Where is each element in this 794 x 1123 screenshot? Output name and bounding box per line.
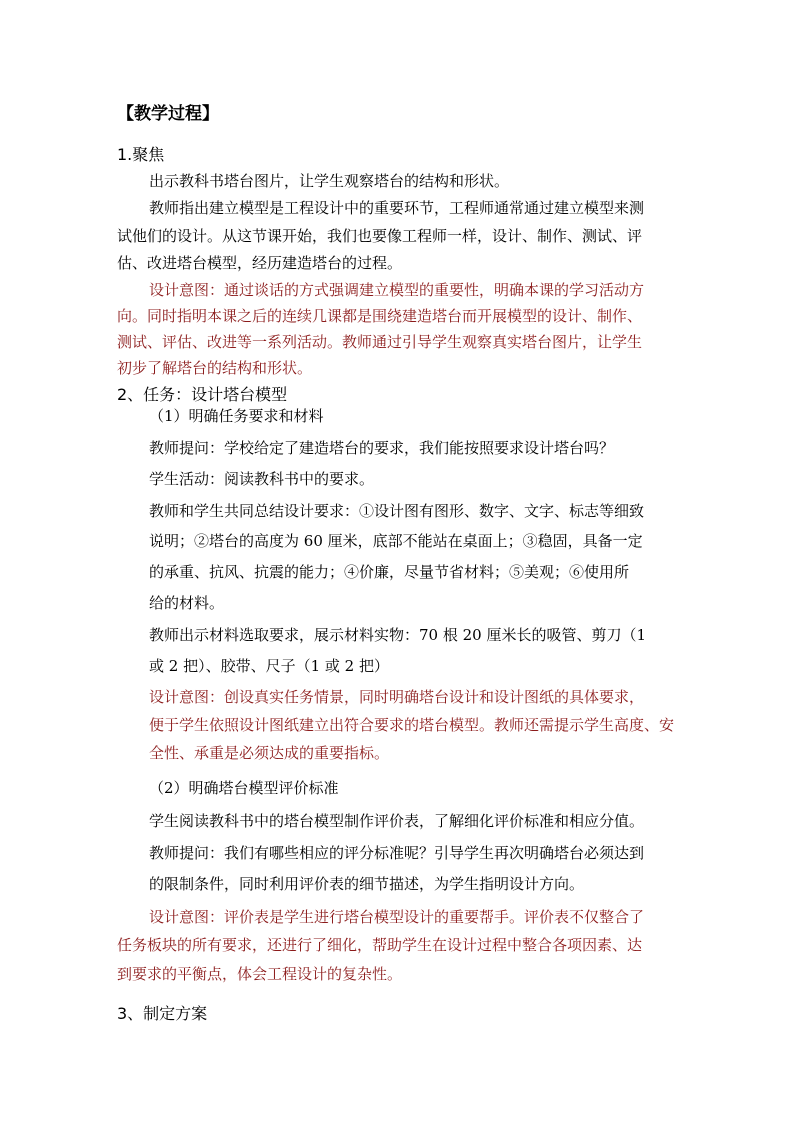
focus-paragraph-1: 出示教科书塔台图片，让学生观察塔台的结构和形状。 bbox=[149, 172, 510, 190]
requirements-line-3: 的承重、抗风、抗震的能力；④价廉，尽量节省材料；⑤美观；⑥使用所 bbox=[149, 563, 630, 581]
teacher-question-2-line-1: 教师提问：我们有哪些相应的评分标准呢？引导学生再次明确塔台必须达到 bbox=[149, 844, 645, 862]
focus-paragraph-2-line-1: 教师指出建立模型是工程设计中的重要环节，工程师通常通过建立模型来测 bbox=[149, 199, 645, 217]
focus-intent-line-1: 设计意图：通过谈话的方式强调建立模型的重要性，明确本课的学习活动方 bbox=[149, 281, 645, 299]
eval-intent-line-1: 设计意图：评价表是学生进行塔台模型设计的重要帮手。评价表不仅整合了 bbox=[149, 908, 645, 926]
focus-intent-line-3: 测试、评估、改进等一系列活动。教师通过引导学生观察真实塔台图片，让学生 bbox=[117, 333, 643, 351]
student-activity-1: 学生活动：阅读教科书中的要求。 bbox=[149, 470, 375, 488]
section-title: 【教学过程】 bbox=[117, 104, 219, 124]
focus-paragraph-2-line-3: 估、改进塔台模型，经历建造塔台的过程。 bbox=[117, 254, 403, 272]
plan-heading: 3、制定方案 bbox=[117, 1004, 208, 1023]
task-intent-line-1: 设计意图：创设真实任务情景，同时明确塔台设计和设计图纸的具体要求， bbox=[149, 688, 645, 706]
task-intent-line-3: 全性、承重是必须达成的重要指标。 bbox=[149, 744, 390, 762]
task-subheading-2: （2）明确塔台模型评价标准 bbox=[149, 779, 339, 797]
eval-intent-line-3: 到要求的平衡点，体会工程设计的复杂性。 bbox=[117, 965, 403, 983]
task-intent-line-2: 便于学生依照设计图纸建立出符合要求的塔台模型。教师还需提示学生高度、安 bbox=[149, 716, 675, 734]
materials-line-1: 教师出示材料选取要求，展示材料实物：70 根 20 厘米长的吸管、剪刀（1 bbox=[149, 626, 647, 644]
focus-paragraph-2-line-2: 试他们的设计。从这节课开始，我们也要像工程师一样，设计、制作、测试、评 bbox=[117, 227, 643, 245]
eval-intent-line-2: 任务板块的所有要求，还进行了细化，帮助学生在设计过程中整合各项因素、达 bbox=[117, 936, 643, 954]
evaluation-line-1: 学生阅读教科书中的塔台模型制作评价表，了解细化评价标准和相应分值。 bbox=[149, 812, 645, 830]
requirements-line-4: 给的材料。 bbox=[149, 594, 225, 612]
teacher-question-1: 教师提问：学校给定了建造塔台的要求，我们能按照要求设计塔台吗？ bbox=[149, 439, 615, 457]
requirements-line-2: 说明；②塔台的高度为 60 厘米，底部不能站在桌面上；③稳固，具备一定 bbox=[149, 532, 643, 550]
teacher-question-2-line-2: 的限制条件，同时利用评价表的细节描述，为学生指明设计方向。 bbox=[149, 875, 585, 893]
task-subheading-1: （1）明确任务要求和材料 bbox=[149, 407, 324, 425]
materials-line-2: 或 2 把）、胶带、尺子（1 或 2 把） bbox=[149, 657, 389, 675]
requirements-line-1: 教师和学生共同总结设计要求：①设计图有图形、数字、文字、标志等细致 bbox=[149, 502, 645, 520]
focus-intent-line-2: 向。同时指明本课之后的连续几课都是围绕建造塔台而开展模型的设计、制作、 bbox=[117, 307, 643, 325]
task-heading: 2、任务：设计塔台模型 bbox=[117, 385, 288, 404]
focus-intent-line-4: 初步了解塔台的结构和形状。 bbox=[117, 359, 313, 377]
focus-heading: 1.聚焦 bbox=[117, 145, 165, 164]
